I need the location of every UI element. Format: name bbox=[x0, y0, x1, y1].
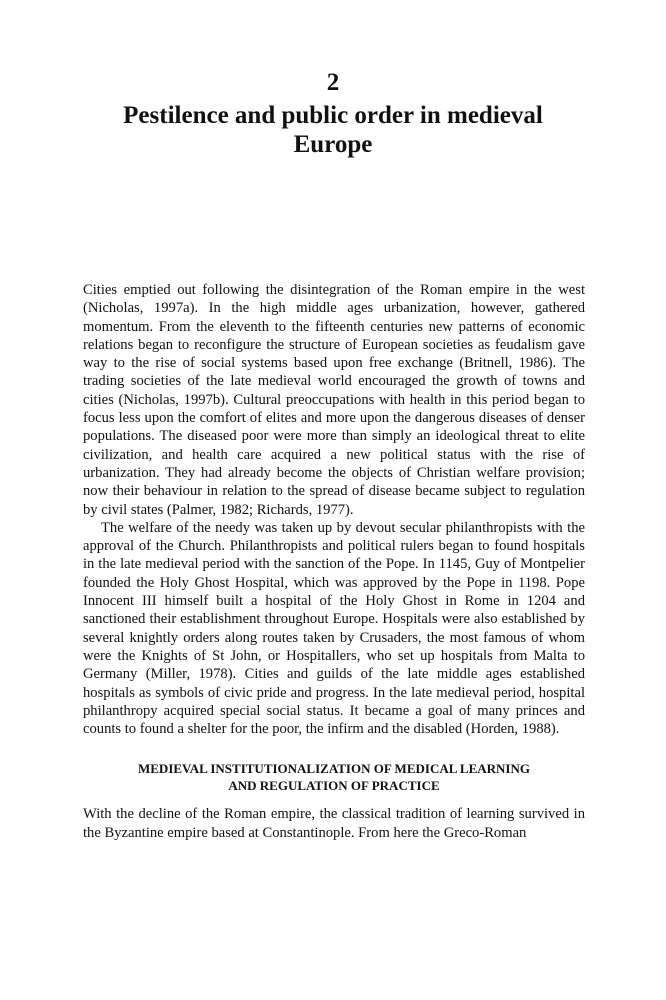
body-paragraph: The welfare of the needy was taken up by devout secular philanthropists with the approval of the Church. Philanthropists and political rulers began to found hospitals in the late medieval period with the sanction of the Pope. In 1145, Guy of Montpelier founded the Holy Ghost Hospital, which was approved by the Pope in 1198. Pope Innocent III himself built a hospital of the Holy Ghost in Rome in 1204 and sanctioned their establishment throughout Europe. Hospitals were also established by several knightly orders along routes taken by Crusaders, the most famous of whom were the Knights of St John, or Hospitallers, who set up hospitals from Malta to Germany (Miller, 1978). Cities and guilds of the late middle ages established hospitals as symbols of civic pride and progress. In the late medieval period, hospital philanthropy acquired special social status. It became a goal of many princes and counts to found a shelter for the poor, the infirm and the disabled (Horden, 1988). bbox=[83, 519, 585, 738]
section-heading: MEDIEVAL INSTITUTIONALIZATION OF MEDICAL LEARNING AND REGULATION OF PRACTICE bbox=[137, 761, 530, 794]
body-paragraph: With the decline of the Roman empire, the classical tradition of learning survived in the Byzantine empire based at Constantinople. From here the Greco-Roman bbox=[83, 806, 585, 841]
body-paragraph: Cities emptied out following the disintegration of the Roman empire in the west (Nicholas, 1997a). In the high middle ages urbanization, however, gathered momentum. From the eleventh to the fifteenth centuries new patterns of economic relations began to reconfigure the structure of European societies as feudalism gave way to the rise of social systems based upon free exchange (Britnell, 1986). The trading societies of the late medieval world encouraged the growth of towns and cities (Nicholas, 1997b). Cultural preoccupations with health in this period began to focus less upon the comfort of elites and more upon the dangerous diseases of denser populations. The diseased poor were more than simply an ideological threat to elite civilization, and health care acquired a new political status with the rise of urbanization. They had already become the objects of Christian welfare provision; now their behaviour in relation to the spread of disease became subject to regulation by civil states (Palmer, 1982; Richards, 1977). bbox=[83, 282, 585, 518]
chapter-body bbox=[83, 281, 585, 842]
chapter-number: 2 bbox=[326, 69, 340, 96]
chapter-title: Pestilence and public order in medieval Europe bbox=[123, 102, 543, 158]
